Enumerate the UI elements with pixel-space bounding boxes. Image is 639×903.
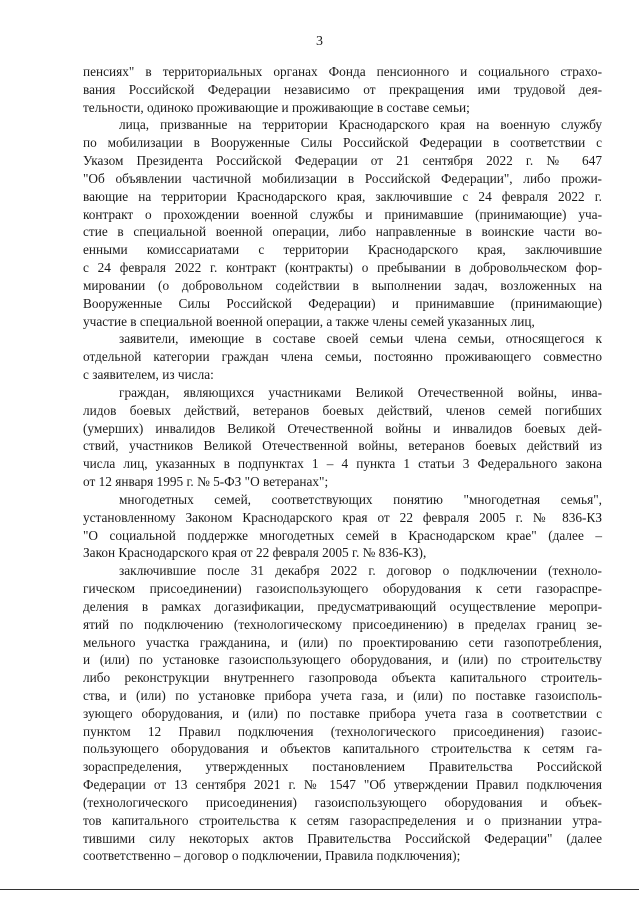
text-line: заключившие после 31 декабря 2022 г. договор о подключении (техноло- <box>119 563 602 579</box>
text-line: Закон Краснодарского края от 22 февраля 2005 г. № 836-КЗ), <box>83 545 427 561</box>
text-line: мельного участка гражданина, и (или) по проектированию сети газопотребления, <box>83 634 602 650</box>
text-line: заявители, имеющие в составе своей семьи члена семьи, относящегося к <box>119 331 602 347</box>
text-line: Федерации от 13 сентября 2021 г. № 1547 "Об утверждении Правил подключения <box>83 777 602 793</box>
text-line: либо реконструкции внутреннего газопровода объекта капитального строитель- <box>83 670 602 686</box>
text-line: зующего оборудования, и (или) по поставке прибора учета газа в соответствии с <box>83 705 602 721</box>
text-line: пользующего оборудования и объектов капитального строительства к сетям га- <box>83 741 602 757</box>
text-line: "О социальной поддержке многодетных семей в Краснодарском крае" (далее – <box>83 527 602 543</box>
text-line: ства, и (или) по установке прибора учета газа, и (или) по поставке газоисполь- <box>83 687 602 703</box>
text-line: участие в специальной военной операции, а также члены семей указанных лиц, <box>83 313 535 329</box>
bottom-divider <box>0 889 639 890</box>
text-line: (умерших) инвалидов Великой Отечественной войны и инвалидов боевых дей- <box>83 420 602 436</box>
text-line: числа лиц, указанных в подпунктах 1 – 4 пункта 1 статьи 3 Федерального закона <box>83 456 602 472</box>
text-line: Указом Президента Российской Федерации от 21 сентября 2022 г. № 647 <box>83 153 602 169</box>
text-line: контракт о прохождении военной службы и принимавшие (принимающие) уча- <box>83 206 602 222</box>
text-line: пенсиях" в территориальных органах Фонда пенсионного и социального страхо- <box>83 64 602 79</box>
text-line: с заявителем, из числа: <box>83 367 214 383</box>
text-line: мировании (о добровольном содействии в выполнении задач, возложенных на <box>83 277 602 293</box>
text-line: ствий, участников Великой Отечественной войны, ветеранов боевых действий из <box>83 438 602 454</box>
text-line: установленному Законом Краснодарского края от 22 февраля 2005 г. № 836-КЗ <box>83 509 602 525</box>
text-line: многодетных семей, соответствующих понятию "многодетная семья", <box>119 491 602 507</box>
text-line: лидов боевых действий, ветеранов боевых действий, членов семей погибших <box>83 402 602 418</box>
text-line: по мобилизации в Вооруженные Силы Российской Федерации в соответствии с <box>83 135 602 151</box>
text-line: (технологического присоединения) газоиспользующего оборудования и объек- <box>83 794 602 810</box>
text-line: стие в специальной военной операции, либо направленные в воинские части во- <box>83 224 602 240</box>
text-line: от 12 января 1995 г. № 5-ФЗ "О ветеранах"; <box>83 474 329 490</box>
text-line: лица, призванные на территории Краснодарского края на военную службу <box>119 117 602 133</box>
text-line: гическом присоединении) газоиспользующего оборудования к сети газораспре- <box>83 581 602 597</box>
text-line: "Об объявлении частичной мобилизации в Российской Федерации", либо прожи- <box>83 170 602 186</box>
text-line: тов капитального строительства к сетям газораспределения и о признании утра- <box>83 812 602 828</box>
text-line: тельности, одиноко проживающие и проживающие в составе семьи; <box>83 99 470 115</box>
text-line: тившими силу некоторых актов Правительства Российской Федерации" (далее <box>83 830 602 846</box>
text-line: зораспределения, утвержденных постановлением Правительства Российской <box>83 759 602 775</box>
text-line: пунктом 12 Правил подключения (технологического присоединения) газоис- <box>83 723 602 739</box>
document-body <box>83 63 602 865</box>
text-line: вания Российской Федерации независимо от прекращения ими трудовой дея- <box>83 81 602 97</box>
text-line: деления в рамках догазификации, предусматривающий осуществление меропри- <box>83 598 602 614</box>
text-line: Вооруженные Силы Российской Федерации) и принимавшие (принимающие) <box>83 295 602 311</box>
page-number: 3 <box>316 34 323 49</box>
text-line: енными комиссариатами с территории Краснодарского края, заключившие <box>83 242 602 258</box>
text-line: и (или) по установке газоиспользующего оборудования, и (или) по строительству <box>83 652 602 668</box>
text-line: с 24 февраля 2022 г. контракт (контракты) о пребывании в добровольческом фор- <box>83 260 602 276</box>
text-line: ятий по подключению (технологическому присоединению) в пределах границ зе- <box>83 616 602 632</box>
text-line: граждан, являющихся участниками Великой Отечественной войны, инва- <box>119 384 602 400</box>
text-line: вающие на территории Краснодарского края, заключившие с 24 февраля 2022 г. <box>83 188 602 204</box>
text-line: соответственно – договор о подключении, Правила подключения); <box>83 848 461 864</box>
text-line: отдельной категории граждан члена семьи, постоянно проживающего совместно <box>83 349 602 365</box>
